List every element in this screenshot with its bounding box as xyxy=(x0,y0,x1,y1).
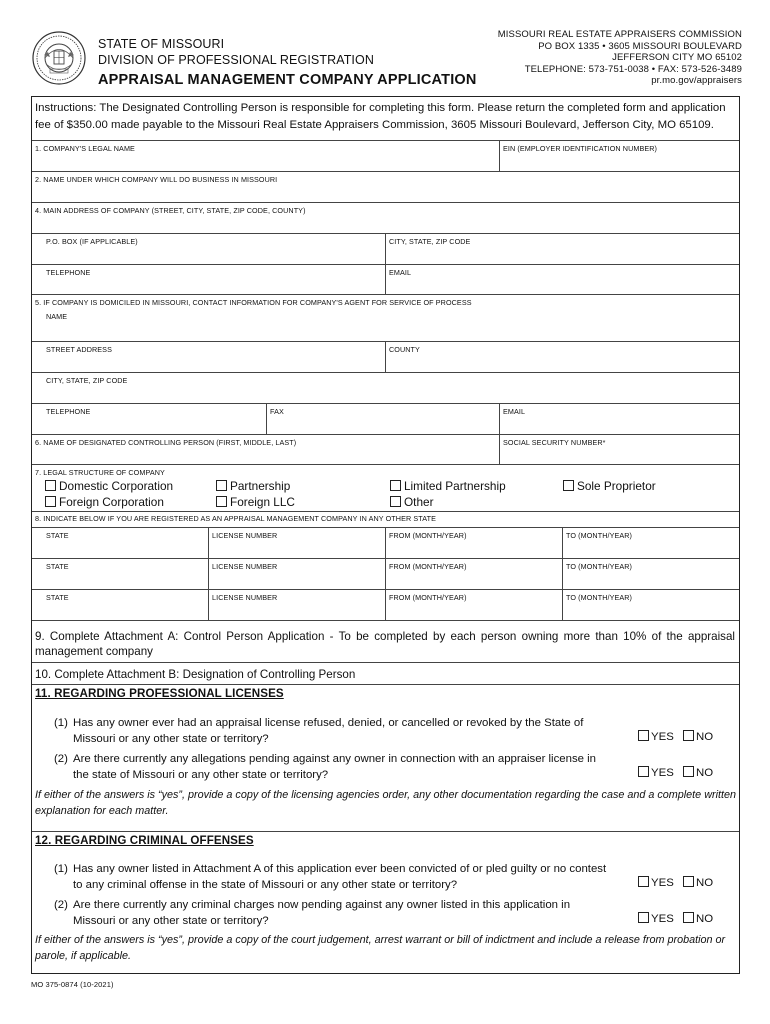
state-field[interactable]: STATE xyxy=(46,531,69,540)
agent-city-label: CITY, STATE, ZIP CODE xyxy=(46,376,128,385)
limited-partnership-option[interactable]: Limited Partnership xyxy=(390,479,506,493)
agent-county-field[interactable] xyxy=(385,342,739,372)
commission-contact xyxy=(498,29,742,87)
main-address-label: 4. MAIN ADDRESS OF COMPANY (STREET, CITY, STATE, ZIP CODE, COUNTY) xyxy=(35,206,306,215)
agent-telephone-field[interactable] xyxy=(32,404,266,434)
form-number: MO 375-0874 (10-2021) xyxy=(31,980,114,989)
section-12-q2-answers: YES NO xyxy=(638,912,713,925)
section-12-title: 12. REGARDING CRIMINAL OFFENSES xyxy=(35,834,254,847)
agent-street-field[interactable] xyxy=(32,342,385,372)
s11-q2-yes-checkbox[interactable] xyxy=(638,766,649,777)
s12-q2-yes-checkbox[interactable] xyxy=(638,912,649,923)
section-criminal-offenses xyxy=(32,831,739,975)
agent-email-label: EMAIL xyxy=(503,407,526,416)
attachment-b-instruction: 10. Complete Attachment B: Designation of Controlling Person xyxy=(35,668,356,681)
ein-label: EIN (EMPLOYER IDENTIFICATION NUMBER) xyxy=(503,144,658,153)
s12-q2-no-checkbox[interactable] xyxy=(683,912,694,923)
legal-name-label: 1. COMPANY'S LEGAL NAME xyxy=(35,144,135,153)
from-date-field[interactable]: FROM (MONTH/YEAR) xyxy=(385,528,562,558)
row-legal-structure xyxy=(32,464,739,511)
foreign-corporation-option[interactable]: Foreign Corporation xyxy=(45,495,164,509)
agent-county-label: COUNTY xyxy=(389,345,420,354)
telephone-label: TELEPHONE xyxy=(46,268,91,277)
telephone-field[interactable] xyxy=(32,265,385,294)
ssn-label: SOCIAL SECURITY NUMBER* xyxy=(503,438,606,447)
section-11-title: 11. REGARDING PROFESSIONAL LICENSES xyxy=(35,687,284,700)
sole-proprietor-option[interactable]: Sole Proprietor xyxy=(563,479,656,493)
row-dba xyxy=(32,171,739,202)
application-form xyxy=(31,96,740,974)
s11-q1-no-checkbox[interactable] xyxy=(683,730,694,741)
from-date-field[interactable]: FROM (MONTH/YEAR) xyxy=(385,559,562,589)
section-11-note: If either of the answers is “yes”, provide a copy of the licensing agencies order, any other documentation regarding the case and a complete written explanation for each matter. xyxy=(35,789,736,817)
ssn-field[interactable] xyxy=(499,435,739,464)
state-row xyxy=(32,558,739,589)
main-address-field[interactable] xyxy=(32,203,739,233)
legal-name-field[interactable] xyxy=(32,141,499,171)
email-field[interactable] xyxy=(385,265,739,294)
agency-block xyxy=(98,36,477,90)
legal-structure-label: 7. LEGAL STRUCTURE OF COMPANY xyxy=(35,468,165,477)
instructions: Instructions: The Designated Controlling Person is responsible for completing this form. Please return the completed form and application fee of $350.00 made payable to the Missouri Real Estate Appraisers Commission, 3605 Missouri Boulevard, Jefferson City, MO 65109. xyxy=(35,102,726,131)
state-row xyxy=(32,527,739,558)
row-agent-contact xyxy=(32,403,739,434)
attachment-a-instruction: 9. Complete Attachment A: Control Person Application - To be completed by each person owning more than 10% of the appraisal management company xyxy=(35,630,735,658)
license-number-field[interactable]: LICENSE NUMBER xyxy=(208,528,385,558)
agent-name-field[interactable] xyxy=(32,295,739,341)
license-number-field[interactable]: LICENSE NUMBER xyxy=(208,559,385,589)
row-registered-header xyxy=(32,511,739,527)
dba-label: 2. NAME UNDER WHICH COMPANY WILL DO BUSINESS IN MISSOURI xyxy=(35,175,278,184)
section-12-q1-answers: YES NO xyxy=(638,876,713,889)
agent-email-field[interactable] xyxy=(499,404,739,434)
row-controlling-person xyxy=(32,434,739,464)
section-11-q2-answers: YES NO xyxy=(638,766,713,779)
section-12-question-2: (2) Are there currently any criminal charges now pending against any owner listed in this application in Missouri or any other state or territory? xyxy=(54,899,571,927)
commission-phone: TELEPHONE: 573-751-0038 • FAX: 573-526-3489 xyxy=(524,63,742,75)
state-row xyxy=(32,589,739,620)
partnership-option[interactable]: Partnership xyxy=(216,479,290,493)
to-date-field[interactable]: TO (MONTH/YEAR) xyxy=(562,559,739,589)
controlling-person-field[interactable] xyxy=(32,435,499,464)
foreign-llc-option[interactable]: Foreign LLC xyxy=(216,495,295,509)
ein-field[interactable] xyxy=(499,141,739,171)
agent-fax-field[interactable] xyxy=(266,404,499,434)
s11-q2-no-checkbox[interactable] xyxy=(683,766,694,777)
state-field[interactable]: STATE xyxy=(46,593,69,602)
foreign-llc-checkbox[interactable] xyxy=(216,496,227,507)
agent-street-label: STREET ADDRESS xyxy=(46,345,112,354)
row-po-box xyxy=(32,233,739,264)
license-number-field[interactable]: LICENSE NUMBER xyxy=(208,590,385,620)
email-label: EMAIL xyxy=(389,268,412,277)
section-11-question-2: (2) Are there currently any allegations pending against any owner in connection with an appraiser license in the state of Missouri or any other state or territory? xyxy=(54,753,597,781)
row-agent-street xyxy=(32,341,739,372)
agent-fax-label: FAX xyxy=(270,407,284,416)
s11-q1-yes-checkbox[interactable] xyxy=(638,730,649,741)
row-item-10 xyxy=(32,662,739,684)
dba-field[interactable] xyxy=(32,172,739,202)
section-professional-licenses xyxy=(32,684,739,831)
other-option[interactable]: Other xyxy=(390,495,434,509)
section-12-note: If either of the answers is “yes”, provide a copy of the court judgement, arrest warrant or bill of indictment and include a release from probation or parole, if applicable. xyxy=(35,934,726,962)
partnership-checkbox[interactable] xyxy=(216,480,227,491)
section-11-question-1: (1) Has any owner ever had an appraisal license refused, denied, or cancelled or revoked by the State of Missouri or any other state or territory? xyxy=(54,717,584,745)
agent-section-label: 5. IF COMPANY IS DOMICILED IN MISSOURI, CONTACT INFORMATION FOR COMPANY'S AGENT FOR SERVICE OF PROCESS xyxy=(35,298,472,307)
from-date-field[interactable]: FROM (MONTH/YEAR) xyxy=(385,590,562,620)
state-field[interactable]: STATE xyxy=(46,562,69,571)
agent-city-field[interactable] xyxy=(32,373,739,403)
commission-name: MISSOURI REAL ESTATE APPRAISERS COMMISSION xyxy=(497,29,742,40)
missouri-state-seal-icon xyxy=(32,31,86,85)
controlling-person-label: 6. NAME OF DESIGNATED CONTROLLING PERSON (FIRST, MIDDLE, LAST) xyxy=(35,438,297,447)
row-legal-name xyxy=(32,140,739,171)
row-telephone xyxy=(32,264,739,294)
s12-q1-no-checkbox[interactable] xyxy=(683,876,694,887)
agent-telephone-label: TELEPHONE xyxy=(46,407,91,416)
sole-proprietor-checkbox[interactable] xyxy=(563,480,574,491)
row-agent-name xyxy=(32,294,739,341)
po-box-field[interactable] xyxy=(32,234,385,264)
limited-partnership-checkbox[interactable] xyxy=(390,480,401,491)
section-12-question-1: (1) Has any owner listed in Attachment A of this application ever been convicted of or pled guilty or no contest to any criminal offense in the state of Missouri or any other state or territory? xyxy=(54,863,607,891)
agent-name-label: NAME xyxy=(46,312,68,321)
to-date-field[interactable]: TO (MONTH/YEAR) xyxy=(562,590,739,620)
city-state-zip-field[interactable] xyxy=(385,234,739,264)
commission-website: pr.mo.gov/appraisers xyxy=(651,75,742,87)
city-state-zip-label: CITY, STATE, ZIP CODE xyxy=(389,237,471,246)
commission-address-1: PO BOX 1335 • 3605 MISSOURI BOULEVARD xyxy=(538,40,742,52)
state-name: STATE OF MISSOURI xyxy=(98,37,225,51)
registered-other-label: 8. INDICATE BELOW IF YOU ARE REGISTERED AS AN APPRAISAL MANAGEMENT COMPANY IN ANY OTHER STATE xyxy=(35,514,436,523)
domestic-corporation-checkbox[interactable] xyxy=(45,480,56,491)
division-name: DIVISION OF PROFESSIONAL REGISTRATION xyxy=(98,53,374,67)
commission-address-2: JEFFERSON CITY MO 65102 xyxy=(612,52,742,64)
row-item-9 xyxy=(32,620,739,662)
form-title: APPRAISAL MANAGEMENT COMPANY APPLICATION xyxy=(98,72,477,88)
s12-q1-yes-checkbox[interactable] xyxy=(638,876,649,887)
section-11-q1-answers: YES NO xyxy=(638,730,713,743)
row-agent-city xyxy=(32,372,739,403)
domestic-corporation-option[interactable]: Domestic Corporation xyxy=(45,479,173,493)
other-checkbox[interactable] xyxy=(390,496,401,507)
to-date-field[interactable]: TO (MONTH/YEAR) xyxy=(562,528,739,558)
po-box-label: P.O. BOX (IF APPLICABLE) xyxy=(46,237,138,246)
foreign-corporation-checkbox[interactable] xyxy=(45,496,56,507)
row-main-address xyxy=(32,202,739,233)
form-header xyxy=(0,0,770,96)
